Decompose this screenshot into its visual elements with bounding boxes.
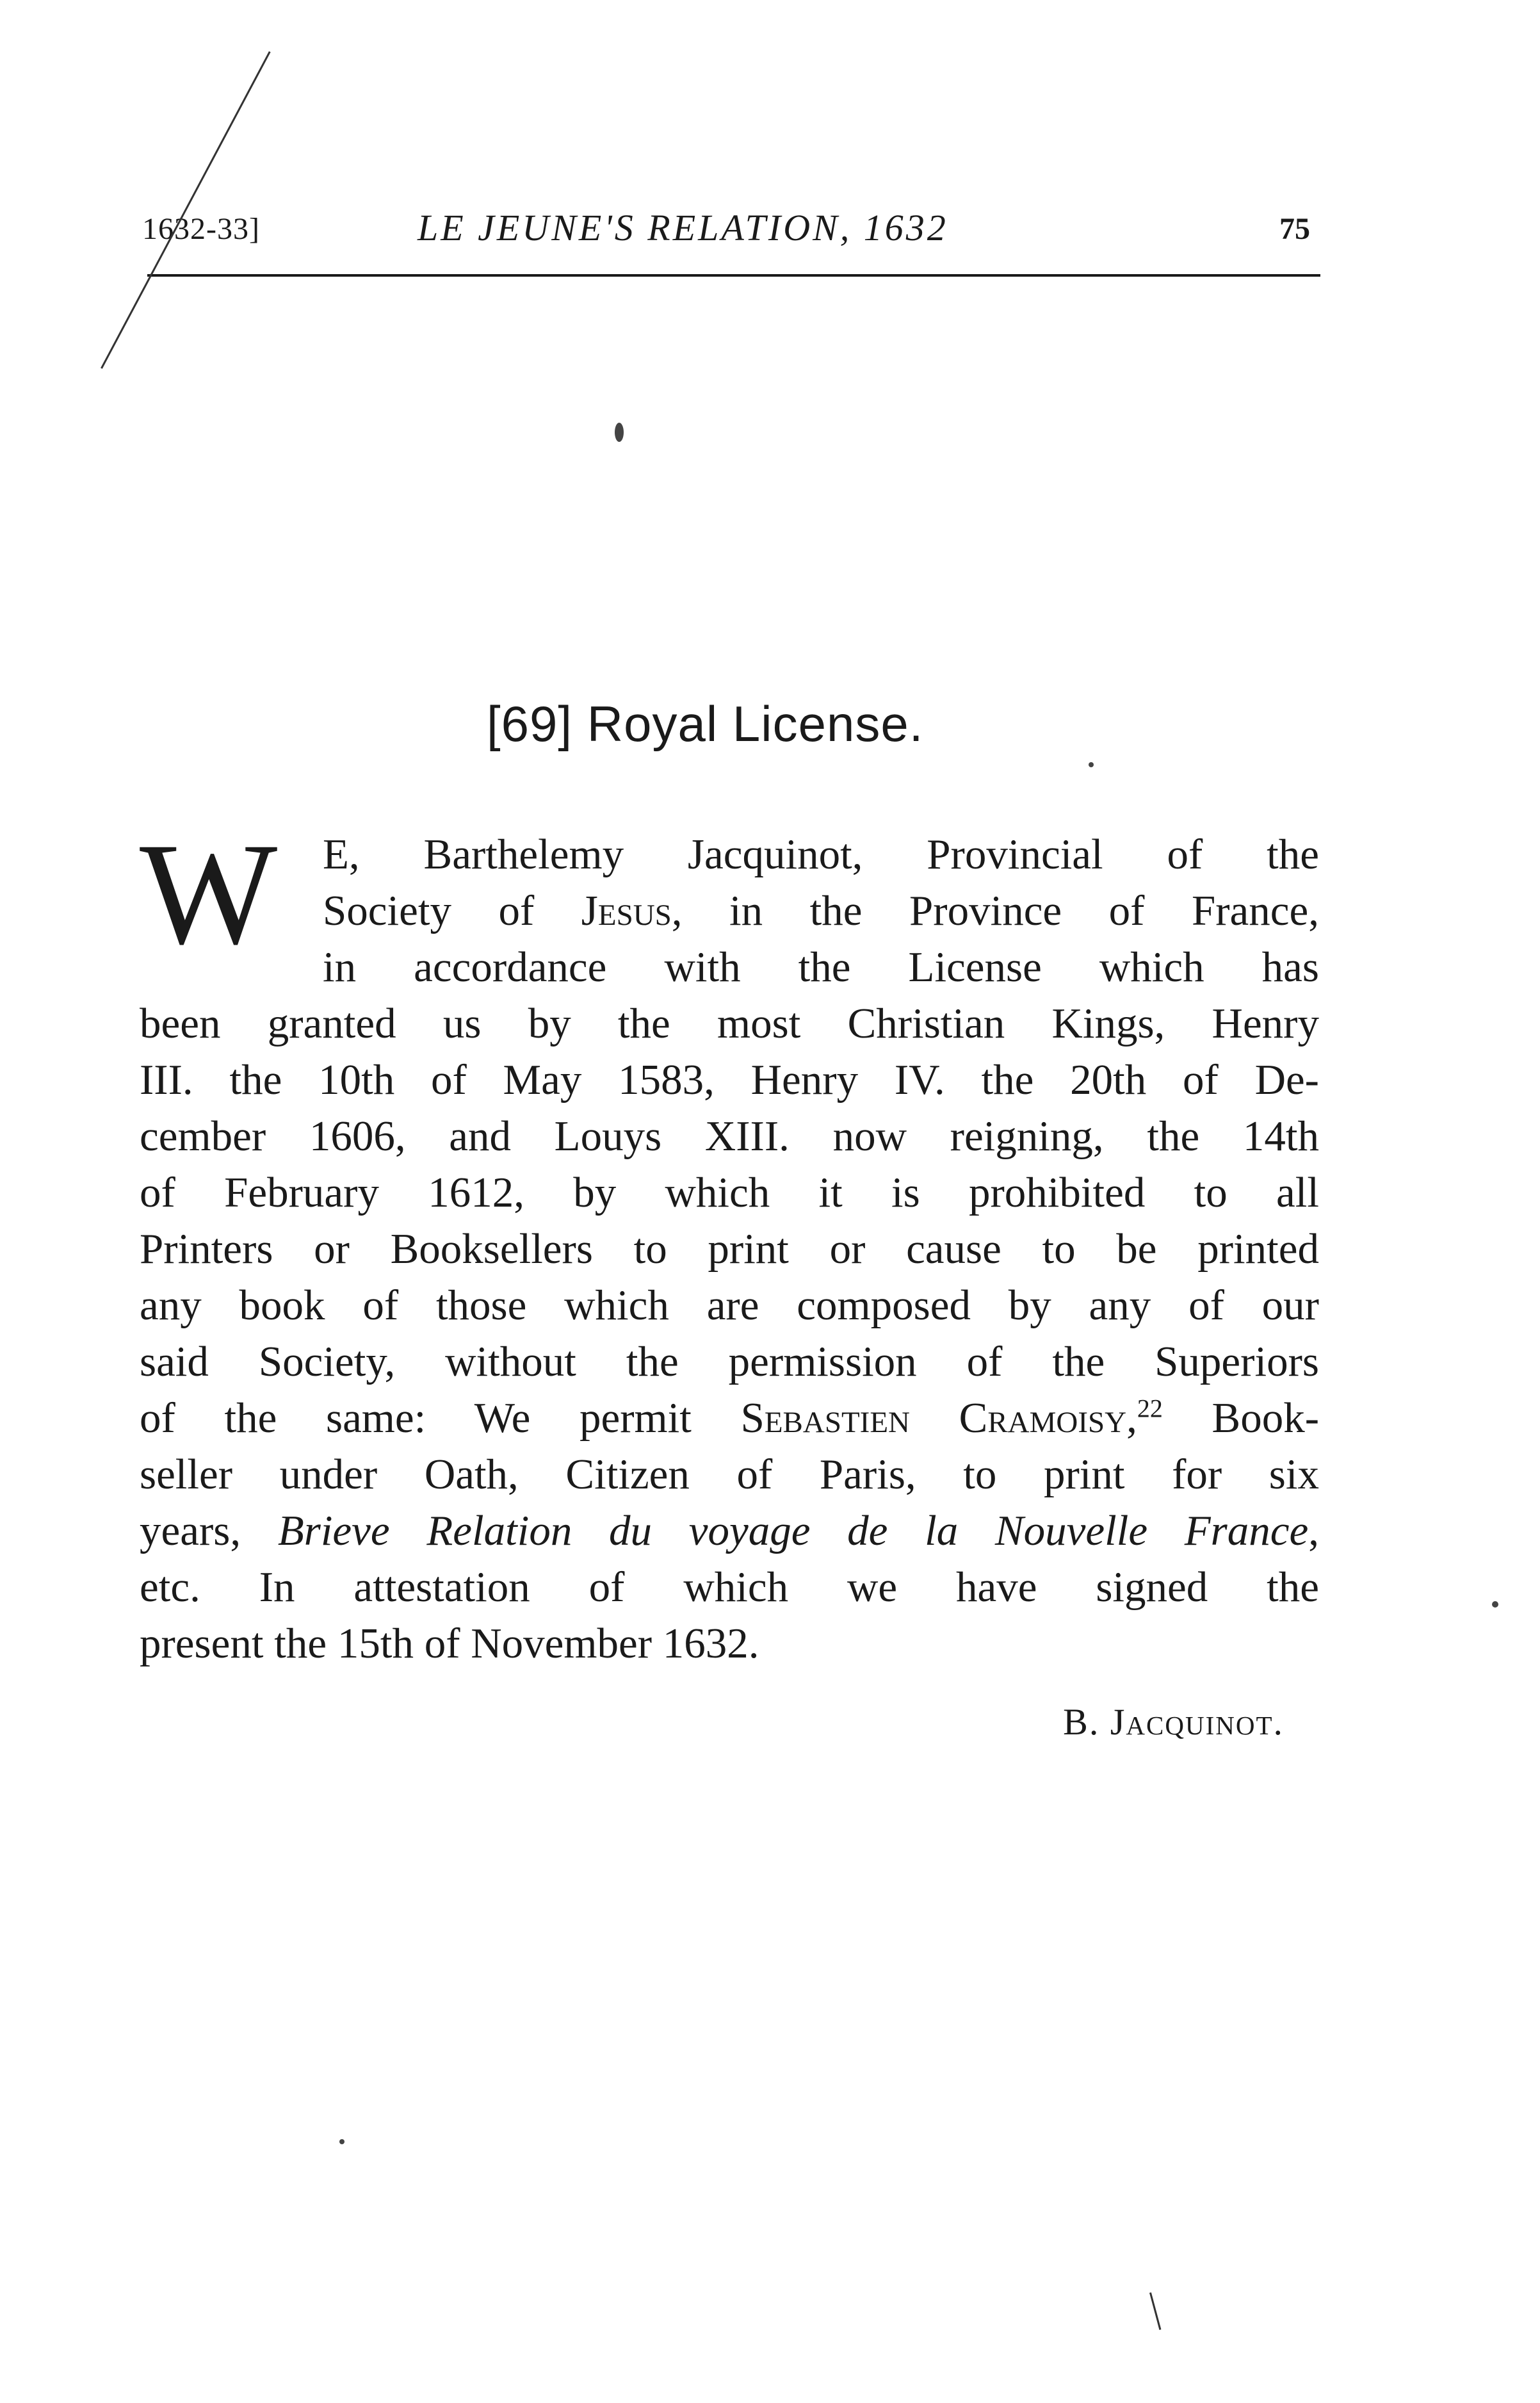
text-run: Printers or Booksellers to print or cause to be printed [140,1225,1319,1273]
text-run: Jesus [581,887,672,934]
text-run: Society of [323,887,581,934]
page-number: 75 [1279,212,1310,246]
text-run: Brieve Relation du voyage de la Nouvelle France [277,1507,1309,1554]
signature: B. Jacquinot. [1063,1701,1284,1743]
text-run: seller under Oath, Citizen of Paris, to print for six [140,1451,1319,1498]
text-line [140,1446,1319,1503]
scan-speck [615,423,624,442]
text-line [140,939,1319,995]
text-run: of February 1612, by which it is prohibited to all [140,1169,1319,1216]
scan-speck [1089,762,1094,767]
text-line [140,883,1319,939]
header-rule [147,274,1320,277]
drop-cap: W [140,813,278,975]
license-text [140,813,1320,1672]
text-line [140,1503,1319,1559]
text-line [140,1221,1319,1277]
text-run: , [1308,1507,1319,1554]
text-run: cember 1606, and Louys XIII. now reigning, the 14th [140,1112,1319,1160]
section-heading: [69] Royal License. [487,696,924,752]
text-run: of the same: We permit [140,1394,741,1442]
text-run: in accordance with the License which has [323,943,1319,991]
text-line [140,1164,1319,1221]
text-line [140,1108,1319,1164]
text-line [140,826,1319,883]
text-line [140,1333,1319,1390]
text-run: said Society, without the permission of the Superiors [140,1338,1319,1385]
text-line [140,995,1319,1052]
text-run: etc. In attestation of which we have signed the [140,1563,1319,1611]
text-run: any book of those which are composed by any of our [140,1282,1319,1329]
text-run: Sebastien Cramoisy [740,1394,1127,1442]
text-run: III. the 10th of May 1583, Henry IV. the 20th of De- [140,1056,1319,1104]
text-run: , [1126,1394,1137,1442]
text-run: E, Barthelemy Jacquinot, Provincial of the [323,831,1319,878]
text-run: years, [140,1507,278,1554]
text-line [140,1559,1319,1615]
scan-speck [339,2139,344,2144]
text-run: Book- [1162,1394,1320,1442]
running-head-years: 1632-33] [142,212,260,246]
scan-speck [1492,1601,1498,1608]
text-line [140,1390,1319,1446]
text-line [140,1277,1319,1333]
text-run: present the 15th of November 1632. [140,1620,759,1667]
running-head-title: LE JEUNE'S RELATION, 1632 [417,207,948,248]
text-run: , in the Province of France, [671,887,1320,934]
running-head [142,206,1322,251]
text-run: been granted us by the most Christian Kings, Henry [140,1000,1319,1047]
scan-stroke [1149,2292,1161,2330]
text-line [140,1052,1319,1108]
text-run: 22 [1137,1394,1163,1423]
text-line [140,1615,1319,1672]
